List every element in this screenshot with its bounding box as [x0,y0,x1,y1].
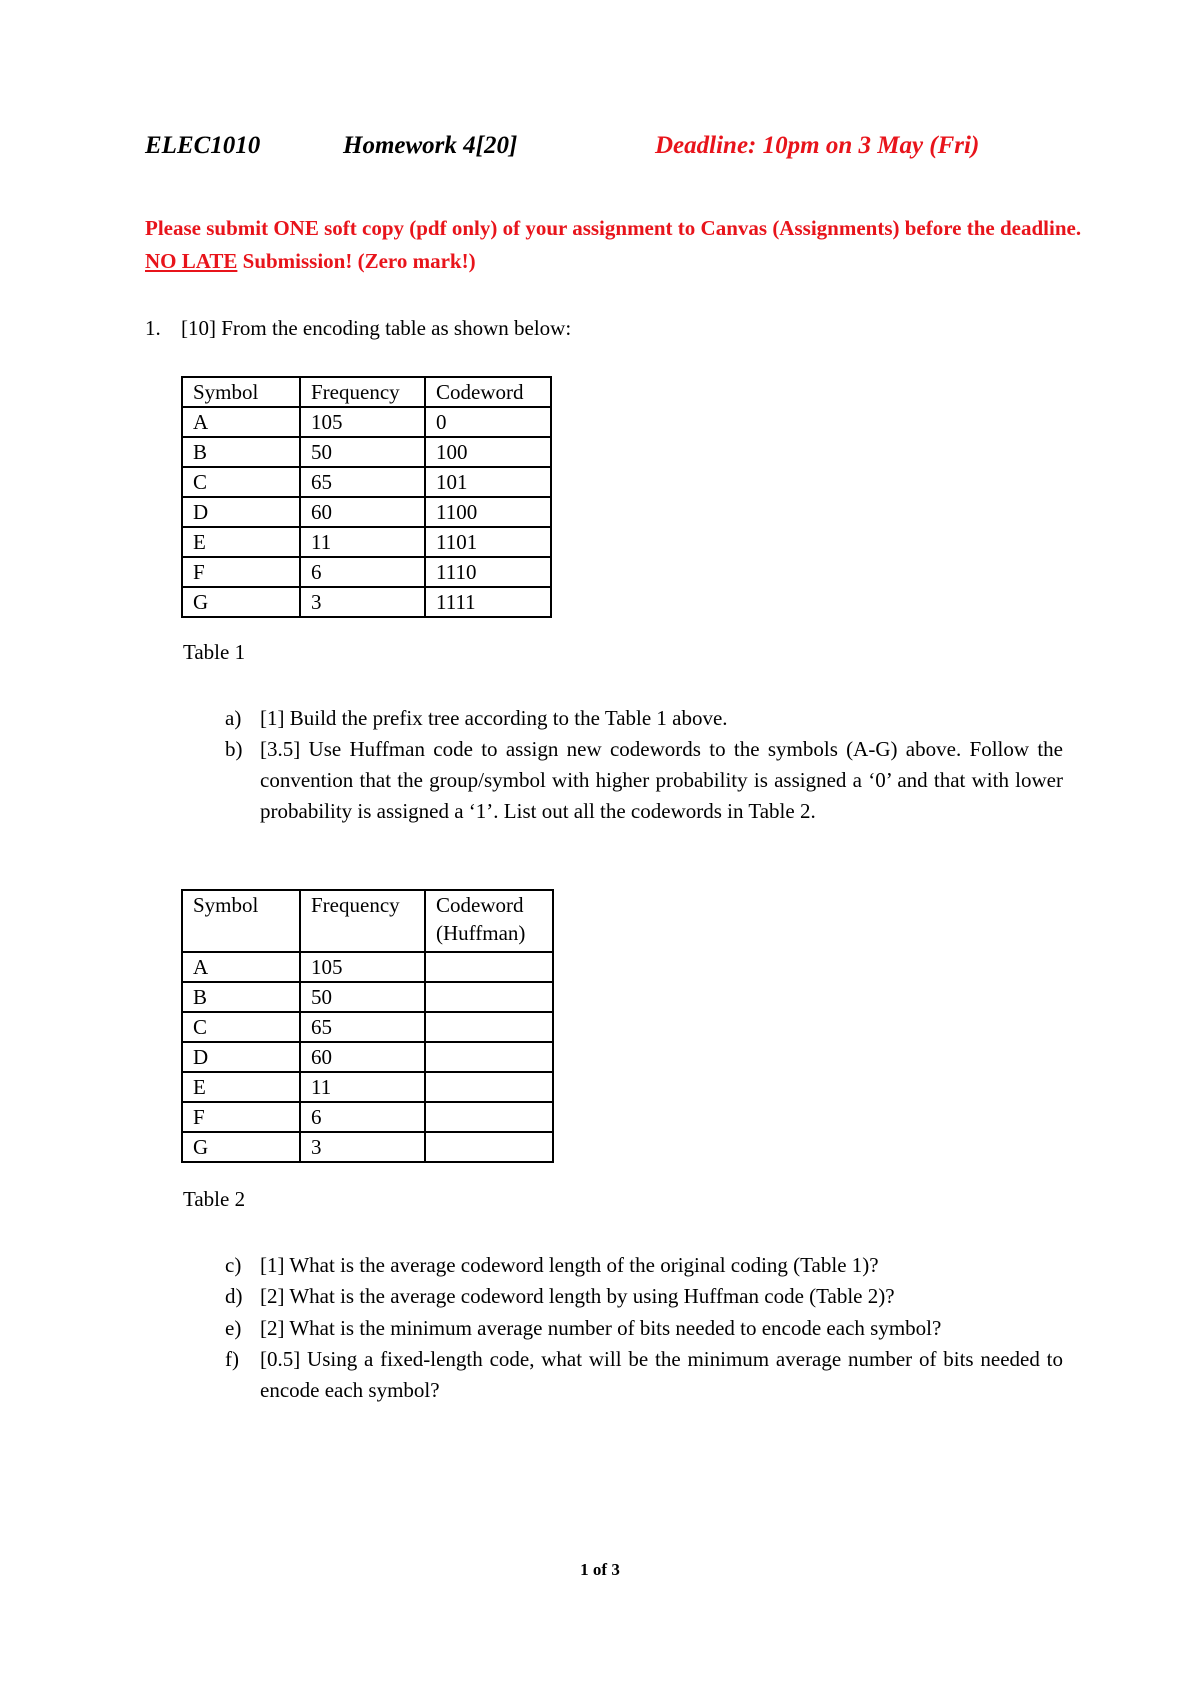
subquestion-a [225,703,1063,734]
cell-frequency: 60 [300,1042,425,1072]
header-frequency: Frequency [300,890,425,952]
table-header-row [182,890,553,952]
cell-codeword: 101 [425,467,551,497]
subquestion-label: b) [225,737,243,761]
cell-codeword: 1111 [425,587,551,617]
question-1 [145,316,571,341]
notice-text-1: Please submit ONE soft copy (pdf only) of your assignment to Canvas (Assignments) before the deadline. [145,216,1082,240]
subquestion-label: c) [225,1253,242,1277]
subquestion-f [225,1344,1063,1406]
cell-symbol: A [182,952,300,982]
cell-frequency: 11 [300,527,425,557]
cell-frequency: 65 [300,467,425,497]
course-code: ELEC1010 [145,132,261,159]
cell-frequency: 3 [300,1132,425,1162]
cell-symbol: D [182,1042,300,1072]
cell-codeword: 0 [425,407,551,437]
header-symbol: Symbol [182,377,300,407]
subquestion-label: e) [225,1316,242,1340]
subquestion-c [225,1250,1063,1281]
subquestion-label: a) [225,706,242,730]
header-codeword-huffman: Codeword (Huffman) [425,890,553,952]
homework-title: Homework 4[20] [343,132,518,159]
subquestion-label: f) [225,1347,239,1371]
cell-frequency: 6 [300,557,425,587]
table-row [182,1102,553,1132]
deadline: Deadline: 10pm on 3 May (Fri) [655,132,980,159]
cell-symbol: E [182,1072,300,1102]
table-1-caption: Table 1 [183,640,246,664]
cell-symbol: F [182,557,300,587]
cell-frequency: 105 [300,407,425,437]
cell-symbol: C [182,1012,300,1042]
table-row [182,952,553,982]
notice-no-late: NO LATE [145,249,238,273]
cell-symbol: G [182,587,300,617]
cell-symbol: B [182,437,300,467]
encoding-table-1 [181,376,552,618]
table-header-row [182,377,551,407]
cell-symbol: C [182,467,300,497]
question-1-number: 1. [145,316,161,340]
table-row [182,557,551,587]
cell-frequency: 60 [300,497,425,527]
question-1-text: [10] From the encoding table as shown below: [181,316,572,340]
cell-symbol: A [182,407,300,437]
table-row [182,1042,553,1072]
table-row [182,1132,553,1162]
header-symbol: Symbol [182,890,300,952]
subquestion-text: [1] Build the prefix tree according to the Table 1 above. [260,706,728,730]
table-row [182,587,551,617]
cell-codeword-answer[interactable] [425,1102,553,1132]
notice-text-2: Submission! (Zero mark!) [237,249,476,273]
cell-symbol: F [182,1102,300,1132]
table-2-caption: Table 2 [183,1187,246,1211]
cell-symbol: E [182,527,300,557]
subquestion-text: [0.5] Using a fixed-length code, what will be the minimum average number of bits needed to encode each symbol? [260,1347,1063,1402]
subquestion-text: [2] What is the average codeword length by using Huffman code (Table 2)? [260,1284,895,1308]
cell-codeword-answer[interactable] [425,1012,553,1042]
cell-frequency: 3 [300,587,425,617]
cell-codeword: 1100 [425,497,551,527]
subquestion-e [225,1313,1063,1344]
cell-codeword: 1101 [425,527,551,557]
cell-symbol: B [182,982,300,1012]
table-row [182,407,551,437]
page-number: 1 of 3 [580,1560,620,1579]
table-row [182,497,551,527]
cell-frequency: 50 [300,437,425,467]
table-row [182,467,551,497]
cell-frequency: 11 [300,1072,425,1102]
table-row [182,437,551,467]
cell-frequency: 65 [300,1012,425,1042]
subquestion-d [225,1281,1063,1312]
table-row [182,1072,553,1102]
cell-frequency: 50 [300,982,425,1012]
cell-symbol: G [182,1132,300,1162]
subquestion-text: [1] What is the average codeword length of the original coding (Table 1)? [260,1253,879,1277]
cell-codeword-answer[interactable] [425,1042,553,1072]
cell-codeword: 1110 [425,557,551,587]
header-codeword: Codeword [425,377,551,407]
submission-notice [145,212,1085,278]
cell-frequency: 6 [300,1102,425,1132]
header-frequency: Frequency [300,377,425,407]
subquestion-b [225,734,1063,827]
cell-codeword: 100 [425,437,551,467]
subquestion-text: [3.5] Use Huffman code to assign new codewords to the symbols (A-G) above. Follow the convention that the group/symbol with higher probability is assigned a ‘0’ and that with lower probability is assigned a ‘1’. List out all the codewords in Table 2. [260,737,1063,823]
cell-codeword-answer[interactable] [425,982,553,1012]
cell-symbol: D [182,497,300,527]
cell-codeword-answer[interactable] [425,952,553,982]
huffman-table-2 [181,889,554,1163]
subquestion-label: d) [225,1284,243,1308]
table-row [182,1012,553,1042]
cell-codeword-answer[interactable] [425,1132,553,1162]
cell-codeword-answer[interactable] [425,1072,553,1102]
page-header [145,132,1045,172]
table-row [182,527,551,557]
table-row [182,982,553,1012]
cell-frequency: 105 [300,952,425,982]
subquestion-text: [2] What is the minimum average number of bits needed to encode each symbol? [260,1316,942,1340]
